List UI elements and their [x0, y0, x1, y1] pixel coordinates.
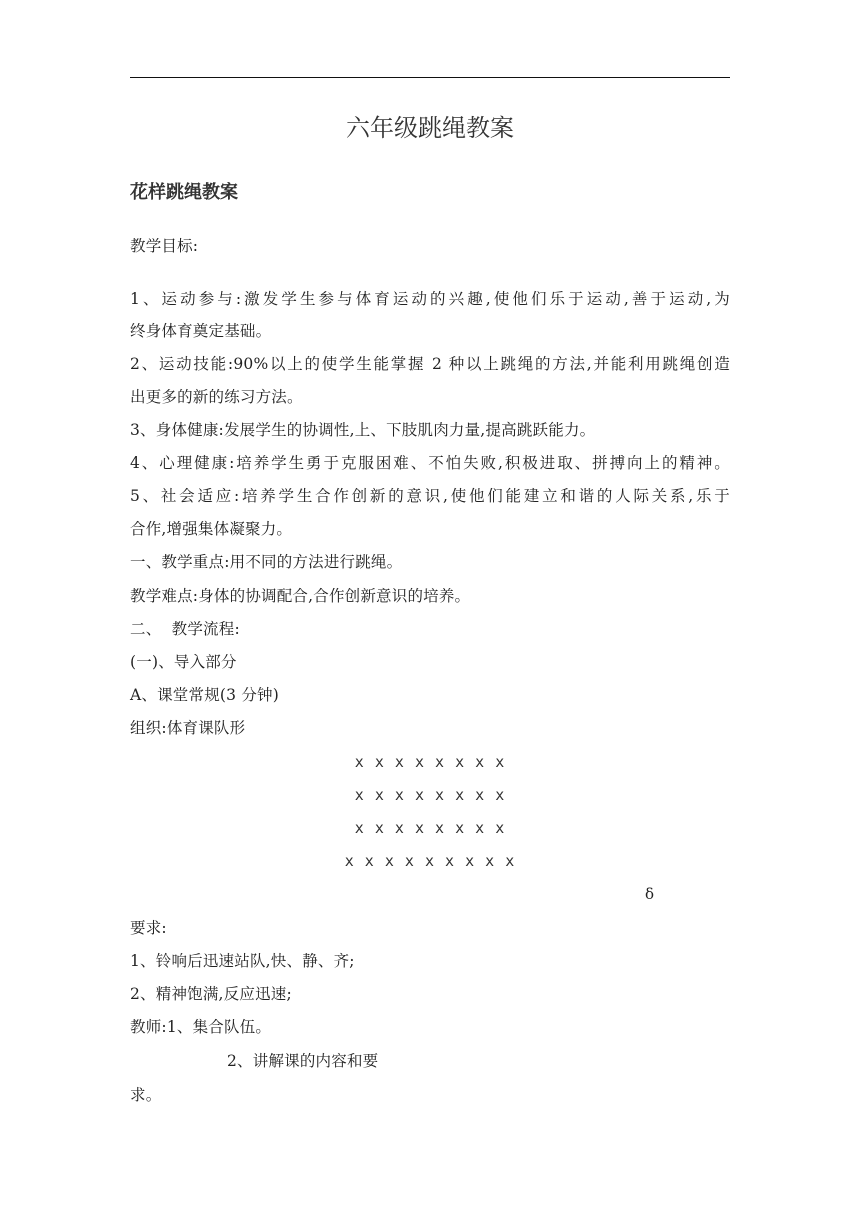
organization-line: 组织:体育课队形	[130, 719, 246, 737]
difficulty: 教学难点:身体的协调配合,合作创新意识的培养。	[130, 587, 471, 605]
teacher-step-2-continued: 求。	[130, 1086, 162, 1104]
requirement-1: 1、铃响后迅速站队,快、静、齐;	[130, 952, 355, 970]
goals-heading: 教学目标:	[130, 237, 199, 255]
teacher-step-2: 2、讲解课的内容和要	[227, 1052, 379, 1070]
goal-4: 4、心理健康:培养学生勇于克服困难、不怕失败,积极进取、拼搏向上的精神。	[130, 454, 730, 472]
part-1-heading: (一)、导入部分	[130, 653, 237, 671]
requirements-heading: 要求:	[130, 919, 167, 937]
header-rule	[130, 77, 730, 78]
goal-2-line-2: 出更多的新的练习方法。	[130, 388, 303, 406]
key-point: 一、教学重点:用不同的方法进行跳绳。	[130, 553, 403, 571]
goal-2-line-1: 2、运动技能:90%以上的使学生能掌握 2 种以上跳绳的方法,并能利用跳绳创造	[130, 355, 730, 373]
goal-3: 3、身体健康:发展学生的协调性,上、下肢肌肉力量,提高跳跃能力。	[130, 421, 596, 439]
formation-row-4: x x x x x x x x x	[344, 852, 516, 870]
requirement-2: 2、精神饱满,反应迅速;	[130, 985, 292, 1003]
teacher-step-1: 教师:1、集合队伍。	[130, 1018, 272, 1036]
document-subtitle: 花样跳绳教案	[130, 182, 238, 203]
document-title: 六年级跳绳教案	[346, 114, 514, 142]
formation-row-2: x x x x x x x x	[354, 786, 506, 804]
goal-5-line-2: 合作,增强集体凝聚力。	[130, 520, 293, 538]
goal-5-line-1: 5、社会适应:培养学生合作创新的意识,使他们能建立和谐的人际关系,乐于	[130, 487, 730, 505]
teacher-position-mark: δ	[645, 885, 655, 903]
goal-1-line-1: 1、运动参与:激发学生参与体育运动的兴趣,使他们乐于运动,善于运动,为	[130, 290, 730, 308]
goal-1-line-2: 终身体育奠定基础。	[130, 322, 272, 340]
process-heading: 二、 教学流程:	[130, 620, 240, 638]
formation-row-3: x x x x x x x x	[354, 819, 506, 837]
routine-heading: A、课堂常规(3 分钟)	[130, 686, 279, 704]
formation-row-1: x x x x x x x x	[354, 753, 506, 771]
